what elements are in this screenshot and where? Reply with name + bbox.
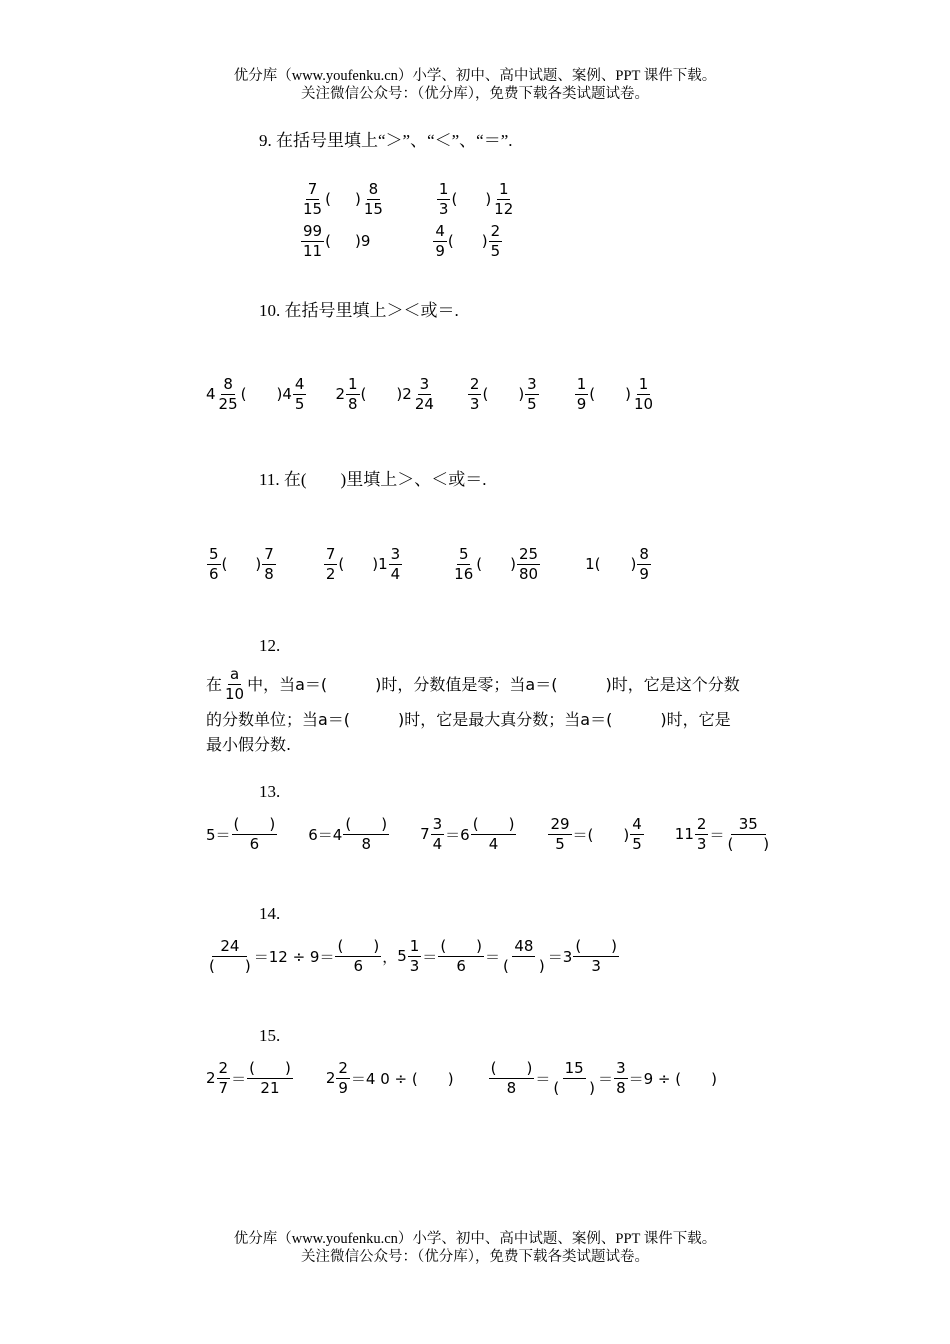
- fraction: $\frac{1}{10}$: [633, 374, 654, 413]
- answer-blank-open[interactable]: (: [325, 232, 331, 250]
- answer-blank-open[interactable]: (: [325, 190, 331, 208]
- answer-blank-close[interactable]: ): [485, 190, 492, 208]
- q14-row: $\frac{24}{( )}$ ＝12 ÷ 9＝ $\frac{( )}{6}$ ， 5 $\frac{1}{3}$ ＝ $\frac{( )}{6}$ ＝ $\frac{48}{( )}$ ＝3 $\frac{( )}{3}$: [209, 936, 618, 975]
- fraction: $\frac{4}{5}$: [632, 814, 642, 853]
- answer-blank-open[interactable]: (: [482, 385, 489, 403]
- fraction: $\frac{48}{( )}$: [503, 936, 545, 975]
- fraction: $\frac{24}{( )}$: [209, 936, 251, 975]
- q15-row: 2 $\frac{2}{7}$ ＝ $\frac{( )}{21}$ 2 $\frac{2}{9}$ ＝4 0 ÷ ( ) $\frac{( )}{8}$ ＝ $\frac{15}{( )}$ ＝ $\frac{3}{8}$ ＝9 ÷ ( ): [206, 1058, 717, 1097]
- fraction: $\frac{5}{6}$: [209, 544, 219, 583]
- fraction: $\frac{( )}{6}$: [233, 814, 276, 853]
- answer-blank-open[interactable]: (: [594, 555, 601, 573]
- footer-line-1: 优分库（www.youfenku.cn）小学、初中、高中试题、案例、PPT 课件下载。: [233, 1231, 717, 1247]
- fraction: $\frac{( )}{3}$: [575, 936, 618, 975]
- answer-blank-close[interactable]: ): [354, 232, 361, 250]
- fraction: $\frac{5}{16}$: [454, 544, 474, 583]
- answer-blank[interactable]: ( ): [233, 814, 276, 833]
- fraction: $\frac{99}{11}$: [303, 221, 323, 260]
- answer-blank-close[interactable]: ): [396, 385, 403, 403]
- fraction: $\frac{1}{9}$: [576, 374, 587, 413]
- page-header: [0, 67, 950, 103]
- q12-text: 在 $\frac{a}{10}$ 中，当a＝( )时，分数值是零；当a＝( )时，它是这个分数 的分数单位；当a＝( )时，它是最大真分数；当a＝( )时，它是 最小假分数.: [206, 664, 740, 754]
- answer-blank-close[interactable]: ): [630, 555, 637, 573]
- fraction: $\frac{3}{4}$: [432, 814, 443, 853]
- q15-number: 15.: [259, 1026, 281, 1045]
- q10-title: 10. 在括号里填上＞＜或＝.: [259, 301, 459, 320]
- fraction: $\frac{8}{15}$: [363, 179, 383, 218]
- fraction: $\frac{1}{12}$: [494, 179, 514, 218]
- answer-blank-open[interactable]: (: [447, 232, 454, 250]
- answer-blank-close[interactable]: ): [481, 232, 488, 250]
- answer-blank-open[interactable]: (: [240, 385, 247, 403]
- fraction: $\frac{8}{25}$: [218, 374, 238, 413]
- answer-blank-open[interactable]: (: [221, 555, 228, 573]
- answer-blank[interactable]: ( ): [337, 936, 380, 955]
- fraction: $\frac{35}{( )}$: [727, 814, 770, 853]
- q10-row: 4 $\frac{8}{25}$ ( ) 4 $\frac{4}{5}$ 2 $\frac{1}{8}$ ( ) 2 $\frac{3}{24}$ $\frac{2}{3}$ ( ) $\frac{3}{5}$ $\frac{1}{9}$ ( ) $\frac{1}{10}$: [206, 374, 654, 413]
- answer-blank-close[interactable]: ): [255, 555, 262, 573]
- fraction: $\frac{7}{8}$: [264, 544, 274, 583]
- q9-row-2: [300, 216, 503, 266]
- q14-number: 14.: [259, 904, 281, 923]
- q13-number: 13.: [259, 782, 281, 801]
- fraction: $\frac{( )}{21}$: [249, 1058, 291, 1097]
- answer-blank[interactable]: ＝9 ÷ ( ): [628, 1069, 717, 1088]
- q11-row: $\frac{5}{6}$ ( ) $\frac{7}{8}$ $\frac{7}{2}$ ( ) 1 $\frac{3}{4}$ $\frac{5}{16}$ ( ) $\frac{25}{80}$ 1 ( ) $\frac{8}{9}$: [209, 544, 649, 583]
- fraction: $\frac{a}{10}$: [225, 664, 245, 703]
- page-footer: [0, 1230, 950, 1266]
- q11-title: 11. 在( )里填上＞、＜或＝.: [259, 470, 487, 489]
- q12-number: 12.: [259, 636, 281, 655]
- answer-blank[interactable]: ( ): [209, 956, 251, 975]
- answer-blank-open[interactable]: (: [338, 555, 345, 573]
- q9-title: 9. 在括号里填上“＞”、“＜”、“＝”.: [259, 131, 513, 150]
- answer-blank-close[interactable]: ): [372, 555, 379, 573]
- answer-blank[interactable]: ( ): [490, 1058, 533, 1077]
- fraction: $\frac{3}{4}$: [390, 544, 401, 583]
- answer-blank[interactable]: ( ): [727, 834, 770, 853]
- fraction: $\frac{1}{8}$: [348, 374, 358, 413]
- q13-row: 5＝ $\frac{( )}{6}$ 6＝4 $\frac{( )}{8}$ 7 $\frac{3}{4}$ ＝6 $\frac{( )}{4}$ $\frac{29}{5}$ ＝( ) $\frac{4}{5}$ 11 $\frac{2}{3}$ ＝ $\frac{35}{( )}$: [206, 814, 770, 853]
- fraction: $\frac{4}{5}$: [294, 374, 305, 413]
- whole-number: 9: [360, 232, 371, 250]
- fraction: $\frac{2}{3}$: [469, 374, 480, 413]
- fraction: $\frac{( )}{8}$: [490, 1058, 533, 1097]
- fraction: $\frac{8}{9}$: [639, 544, 649, 583]
- answer-blank[interactable]: ( ): [345, 814, 388, 833]
- fraction: $\frac{( )}{6}$: [337, 936, 380, 975]
- answer-blank[interactable]: ＝( ): [572, 825, 630, 844]
- answer-blank[interactable]: ＝4 0 ÷ ( ): [350, 1069, 454, 1088]
- answer-blank[interactable]: ( ): [503, 956, 545, 975]
- answer-blank-close[interactable]: ): [518, 385, 525, 403]
- fraction: $\frac{3}{5}$: [527, 374, 537, 413]
- answer-blank[interactable]: ( ): [472, 814, 515, 833]
- answer-blank-close[interactable]: ): [354, 190, 361, 208]
- header-line-1: 优分库（www.youfenku.cn）小学、初中、高中试题、案例、PPT 课件下载。: [233, 68, 717, 84]
- answer-blank[interactable]: ( ): [575, 936, 618, 955]
- fraction: $\frac{1}{3}$: [438, 179, 449, 218]
- fraction: $\frac{2}{3}$: [696, 814, 707, 853]
- answer-blank-open[interactable]: (: [360, 385, 367, 403]
- answer-blank-close[interactable]: ): [625, 385, 631, 403]
- fraction: $\frac{2}{9}$: [338, 1058, 348, 1097]
- answer-blank[interactable]: ( ): [553, 1078, 596, 1097]
- fraction: $\frac{3}{24}$: [414, 374, 434, 413]
- fraction: $\frac{( )}{8}$: [345, 814, 388, 853]
- fraction: $\frac{4}{9}$: [435, 221, 445, 260]
- answer-blank-close[interactable]: ): [276, 385, 283, 403]
- fraction: $\frac{29}{5}$: [550, 814, 570, 853]
- answer-blank[interactable]: ( ): [440, 936, 483, 955]
- fraction: $\frac{1}{3}$: [409, 936, 420, 975]
- answer-blank-open[interactable]: (: [589, 385, 596, 403]
- header-line-2: 关注微信公众号：（优分库），免费下载各类试题试卷。: [301, 86, 649, 102]
- answer-blank-open[interactable]: (: [451, 190, 458, 208]
- answer-blank[interactable]: ( ): [249, 1058, 291, 1077]
- fraction: $\frac{15}{( )}$: [553, 1058, 596, 1097]
- fraction: $\frac{( )}{6}$: [440, 936, 483, 975]
- fraction: $\frac{3}{8}$: [616, 1058, 626, 1097]
- fraction: $\frac{25}{80}$: [518, 544, 539, 583]
- answer-blank-close[interactable]: ): [510, 555, 516, 573]
- fraction: $\frac{2}{5}$: [490, 221, 501, 260]
- fraction: $\frac{7}{2}$: [325, 544, 336, 583]
- fraction: $\frac{( )}{4}$: [472, 814, 515, 853]
- answer-blank-open[interactable]: (: [476, 555, 483, 573]
- footer-line-2: 关注微信公众号：（优分库），免费下载各类试题试卷。: [301, 1249, 649, 1265]
- fraction: $\frac{7}{15}$: [303, 179, 323, 218]
- fraction: $\frac{2}{7}$: [218, 1058, 229, 1097]
